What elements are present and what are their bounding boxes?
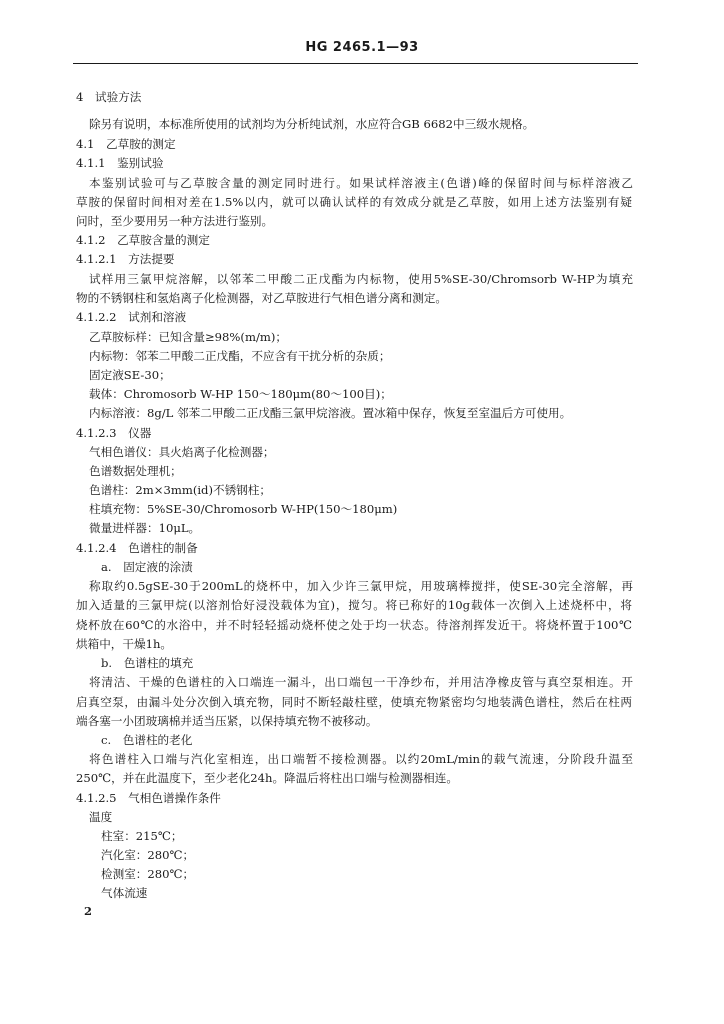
section-heading-4-1-2-1: 4.1.2.1 方法提要: [76, 252, 175, 266]
condition-item: 检测室：280℃；: [101, 867, 195, 881]
paragraph-line: 端各塞一小团玻璃棉并适当压紧，以保持填充物不被移动。: [76, 714, 378, 728]
condition-group-label: 气体流速: [101, 886, 148, 900]
section-heading-4-1-2-4: 4.1.2.4 色谱柱的制备: [76, 541, 198, 555]
reagent-item: 内标物：邻苯二甲酸二正戊酯，不应含有干扰分析的杂质；: [89, 349, 391, 363]
header-divider: [73, 63, 638, 64]
instrument-item: 色谱数据处理机；: [89, 464, 182, 478]
instrument-item: 柱填充物：5%SE-30/Chromosorb W-HP(150～180μm): [89, 502, 398, 516]
reagent-item: 载体：Chromosorb W-HP 150～180μm(80～100目)；: [89, 387, 392, 401]
paragraph-line: 除另有说明，本标准所使用的试剂均为分析纯试剂，水应符合GB 6682中三级水规格。: [89, 117, 535, 131]
section-heading-4-1: 4.1 乙草胺的测定: [76, 137, 176, 151]
paragraph-line: 试样用三氯甲烷溶解，以邻苯二甲酸二正戊酯为内标物，使用5%SE-30/Chromsorb W-HP为填充: [89, 272, 633, 286]
section-heading-4-1-2-3: 4.1.2.3 仪器: [76, 426, 152, 440]
paragraph-line: 250℃，并在此温度下，至少老化24h。降温后将柱出口端与检测器相连。: [76, 771, 458, 785]
paragraph-line: 问时，至少要用另一种方法进行鉴别。: [76, 214, 274, 228]
section-heading-4-1-2-5: 4.1.2.5 气相色谱操作条件: [76, 791, 221, 805]
page-header-standard-code: HG 2465.1—93: [305, 40, 419, 55]
paragraph-line: 加入适量的三氯甲烷(以溶剂恰好浸没载体为宜)，搅匀。将已称好的10g载体一次倒入上述烧杯中，将: [76, 598, 632, 612]
section-heading-4: 4 试验方法: [76, 90, 142, 104]
condition-item: 柱室：215℃；: [101, 829, 183, 843]
paragraph-line: 将色谱柱入口端与汽化室相连，出口端暂不接检测器。以约20mL/min的载气流速，分阶段升温至: [89, 752, 633, 766]
paragraph-line: 本鉴别试验可与乙草胺含量的测定同时进行。如果试样溶液主(色谱)峰的保留时间与标样溶液乙: [89, 176, 633, 190]
paragraph-line: 启真空泵，由漏斗处分次倒入填充物，同时不断轻敲柱壁，使填充物紧密均匀地装满色谱柱，然后在柱两: [76, 695, 632, 709]
subsection-heading-a: a. 固定液的涂渍: [101, 560, 193, 574]
section-heading-4-1-1: 4.1.1 鉴别试验: [76, 156, 164, 170]
page-number: 2: [84, 904, 93, 918]
reagent-item: 乙草胺标样：已知含量≥98%(m/m)；: [89, 330, 287, 344]
section-heading-4-1-2-2: 4.1.2.2 试剂和溶液: [76, 310, 187, 324]
instrument-item: 微量进样器：10μL。: [89, 521, 201, 535]
section-heading-4-1-2: 4.1.2 乙草胺含量的测定: [76, 233, 210, 247]
subsection-heading-b: b. 色谱柱的填充: [101, 656, 194, 670]
paragraph-line: 将清洁、干燥的色谱柱的入口端连一漏斗，出口端包一干净纱布，并用洁净橡皮管与真空泵相连。开: [89, 675, 633, 689]
instrument-item: 色谱柱：2m×3mm(id)不锈钢柱；: [89, 483, 271, 497]
condition-group-label: 温度: [89, 810, 113, 824]
subsection-heading-c: c. 色谱柱的老化: [101, 733, 193, 747]
paragraph-line: 草胺的保留时间相对差在1.5%以内，就可以确认试样的有效成分就是乙草胺，如用上述方法鉴别有疑: [76, 195, 632, 209]
paragraph-line: 称取约0.5gSE-30于200mL的烧杯中，加入少许三氯甲烷，用玻璃棒搅拌，使SE-30完全溶解，再: [89, 579, 633, 593]
paragraph-line: 物的不锈钢柱和氢焰离子化检测器，对乙草胺进行气相色谱分离和测定。: [76, 291, 448, 305]
condition-item: 汽化室：280℃；: [101, 848, 195, 862]
reagent-item: 内标溶液：8g/L 邻苯二甲酸二正戊酯三氯甲烷溶液。置冰箱中保存，恢复至室温后方可使用。: [89, 406, 572, 420]
paragraph-line: 烧杯放在60℃的水浴中，并不时轻轻摇动烧杯使之处于均一状态。待溶剂挥发近干。将烧杯置于100℃: [76, 618, 632, 632]
reagent-item: 固定液SE-30；: [89, 368, 171, 382]
paragraph-line: 烘箱中，干燥1h。: [76, 637, 172, 651]
instrument-item: 气相色谱仪：具火焰离子化检测器；: [89, 445, 275, 459]
